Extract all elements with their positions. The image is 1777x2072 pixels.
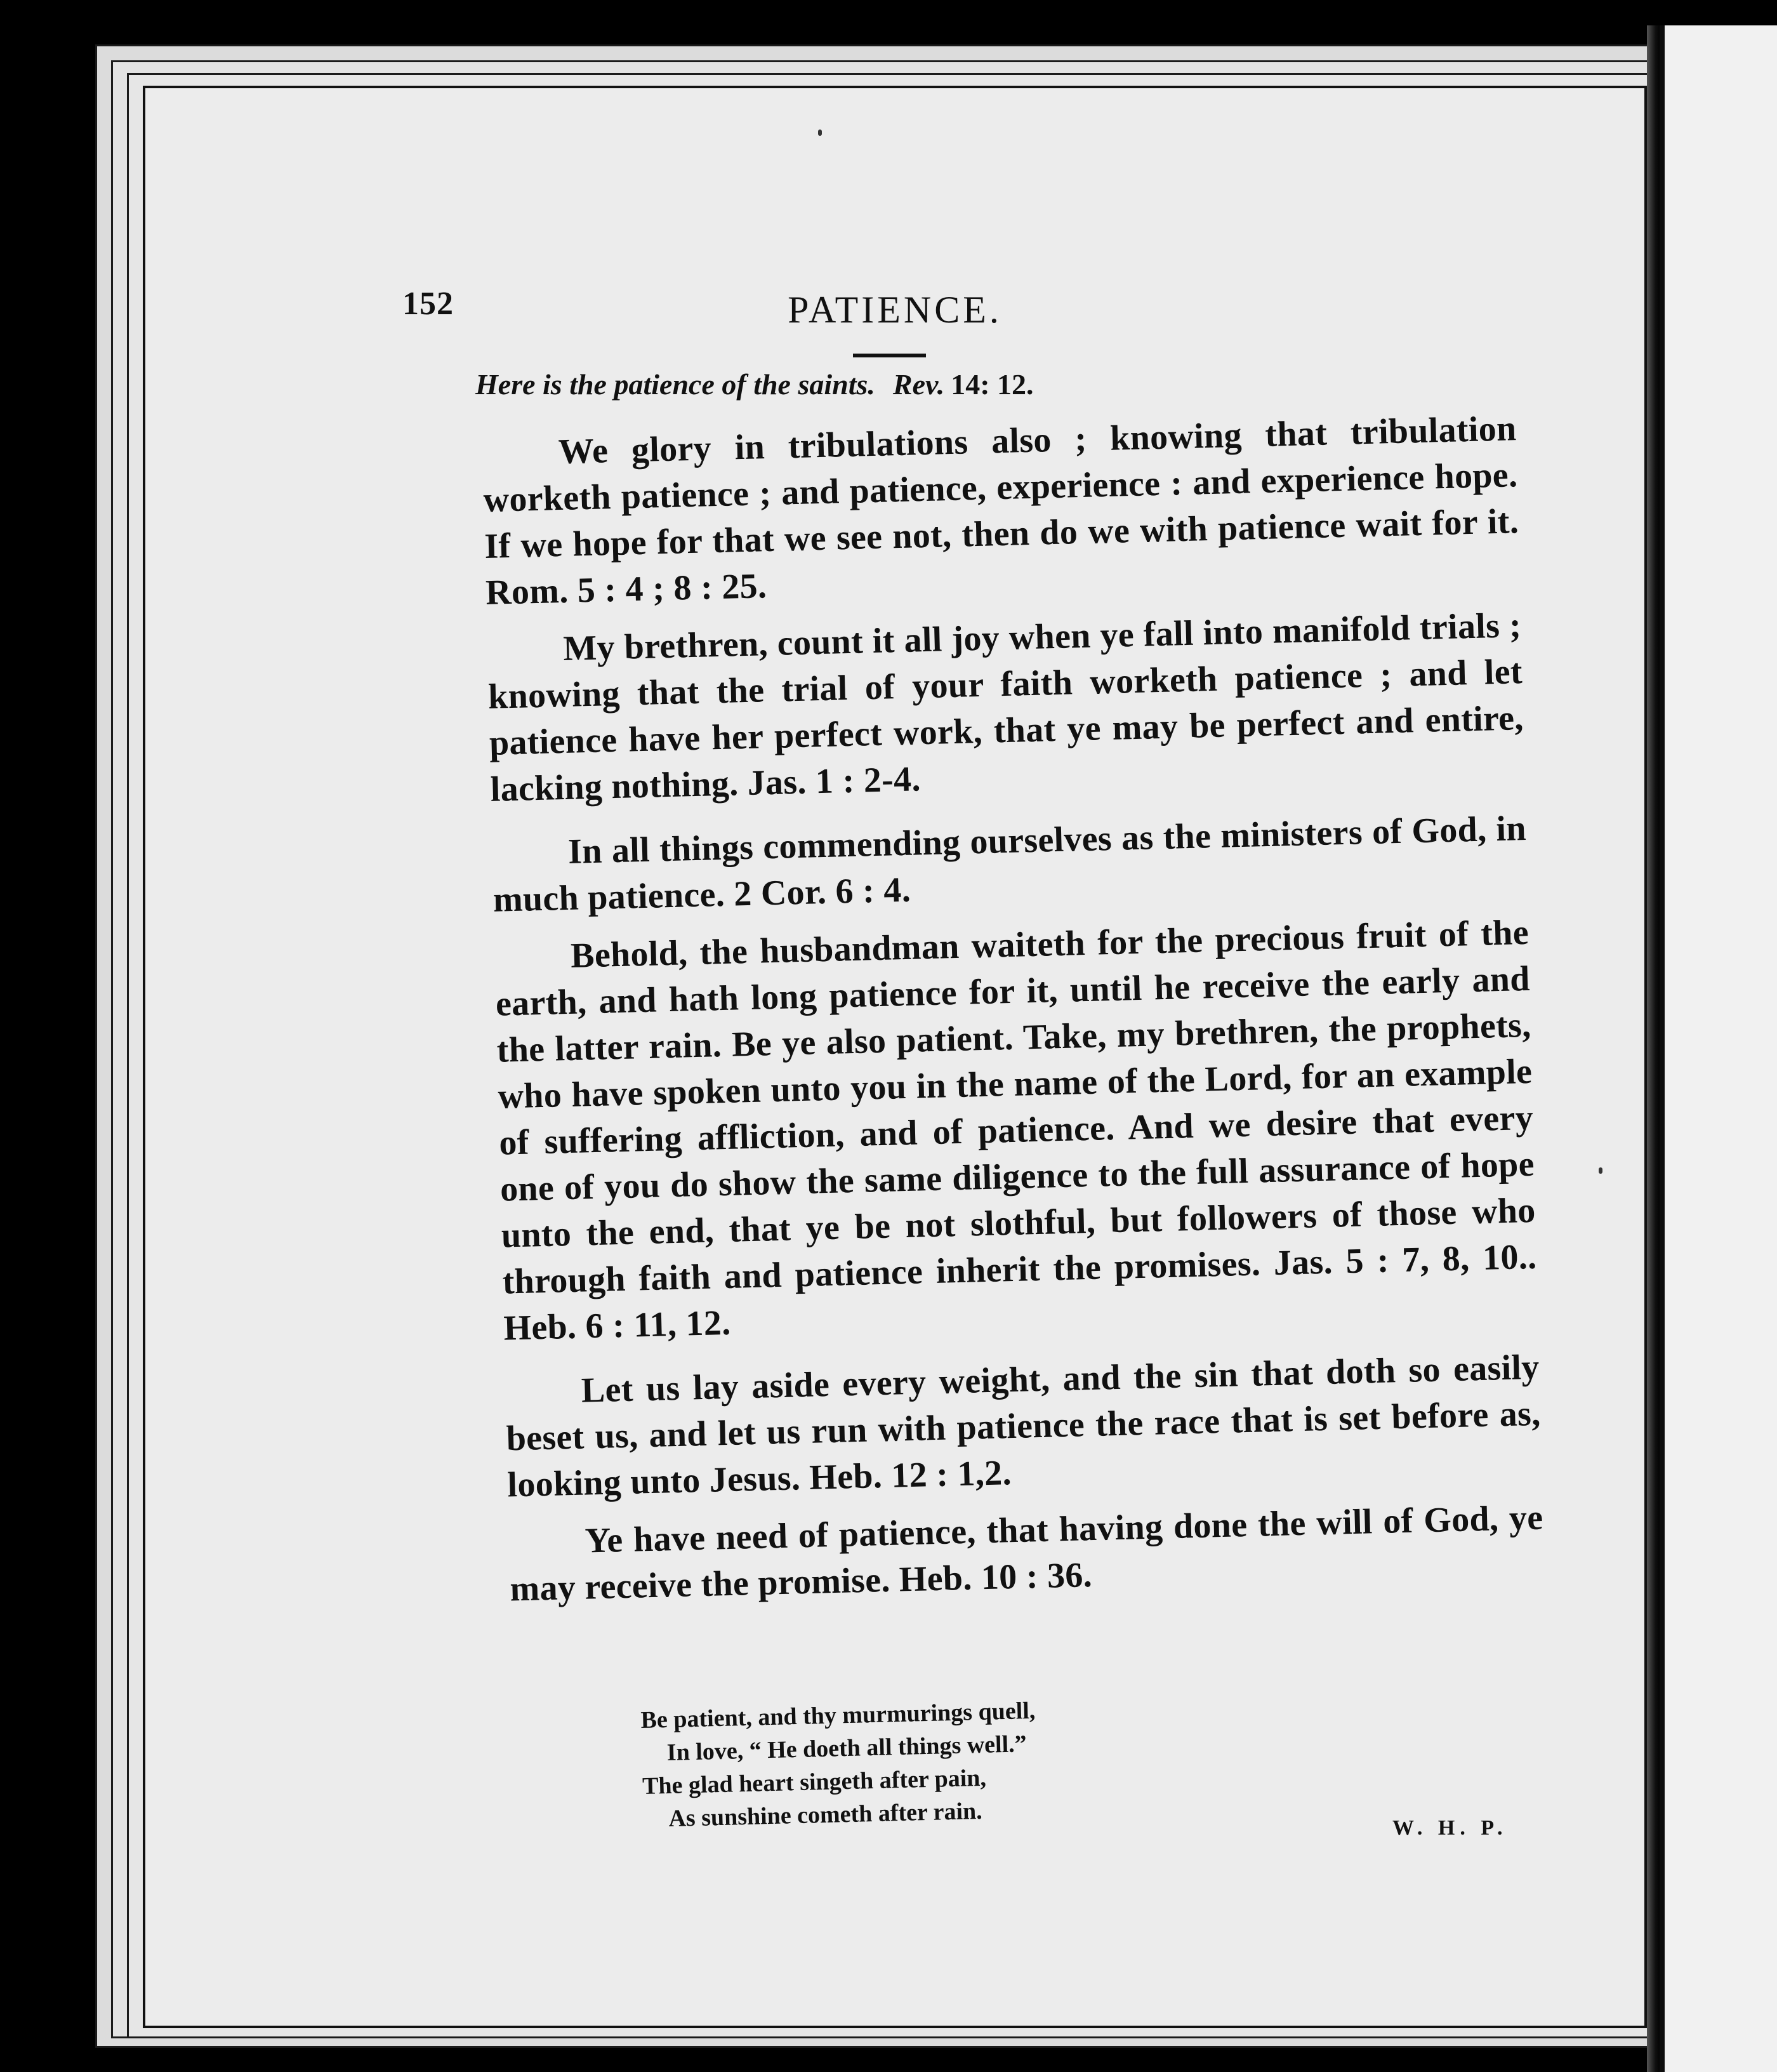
epigraph: [475, 368, 1427, 401]
book-gutter: [1647, 25, 1661, 2072]
paragraph: We glory in tribulations also ; knowing that tribulation worketh patience ; and patience, experience : and experience hope. If we hope for that we see not, then do we with patience wait for it. Rom. 5 : 4 ; 8 : 25.: [482, 409, 1519, 613]
title-rule: [853, 354, 926, 357]
paragraph: My brethren, count it all joy when ye fall into manifold trials ; knowing that the trial of your faith worketh patience ; and let patience have her perfect work, that ye may be perfect and entire, lacking nothing. Jas. 1 : 2-4.: [487, 606, 1524, 809]
epigraph-reference: Rev.: [892, 368, 945, 401]
page-number: 152: [402, 286, 454, 322]
paragraph: Let us lay aside every weight, and the sin that doth so easily beset us, and let us run with patience the race that is set before as, looking unto Jesus. Heb. 12 : 1,2.: [506, 1347, 1542, 1505]
verse-line: As sunshine cometh after rain.: [668, 1797, 983, 1832]
book-page: [143, 86, 1647, 2028]
chapter-title: PATIENCE.: [788, 289, 1002, 331]
epigraph-text: Here is the patience of the saints.: [475, 368, 875, 401]
paragraph: Behold, the husbandman waiteth for the precious fruit of the earth, and hath long patience for it, until he receive the early and the latter rain. Be ye also patient. Take, my brethren, the prophets, who have spoken unto you in the name of the Lord, for an example of suffering affliction, and of patience. And we desire that every one of you do show the same diligence to the full assurance of hope unto the end, that ye be not slothful, but followers of those who through faith and patience inherit the promises. Jas. 5 : 7, 8, 10.. Heb. 6 : 11, 12.: [495, 912, 1538, 1348]
ink-speck: [818, 130, 822, 136]
body-text: [482, 406, 1545, 1624]
verse-line: In love, “ He doeth all things well.”: [666, 1730, 1027, 1766]
facing-page: [1660, 25, 1777, 2072]
paragraph: Ye have need of patience, that having done the will of God, ye may receive the promise. Heb. 10 : 36.: [509, 1498, 1544, 1609]
closing-verse: [640, 1690, 1215, 1836]
author-initials: W. H. P.: [1392, 1816, 1508, 1840]
verse-line: The glad heart singeth after pain,: [642, 1764, 987, 1800]
verse-line: Be patient, and thy murmurings quell,: [640, 1697, 1036, 1734]
paragraph: In all things commending ourselves as the ministers of God, in much patience. 2 Cor. 6 : 4.: [492, 808, 1527, 920]
epigraph-reference-number: 14: 12.: [951, 368, 1034, 401]
ink-speck: [1599, 1167, 1602, 1174]
